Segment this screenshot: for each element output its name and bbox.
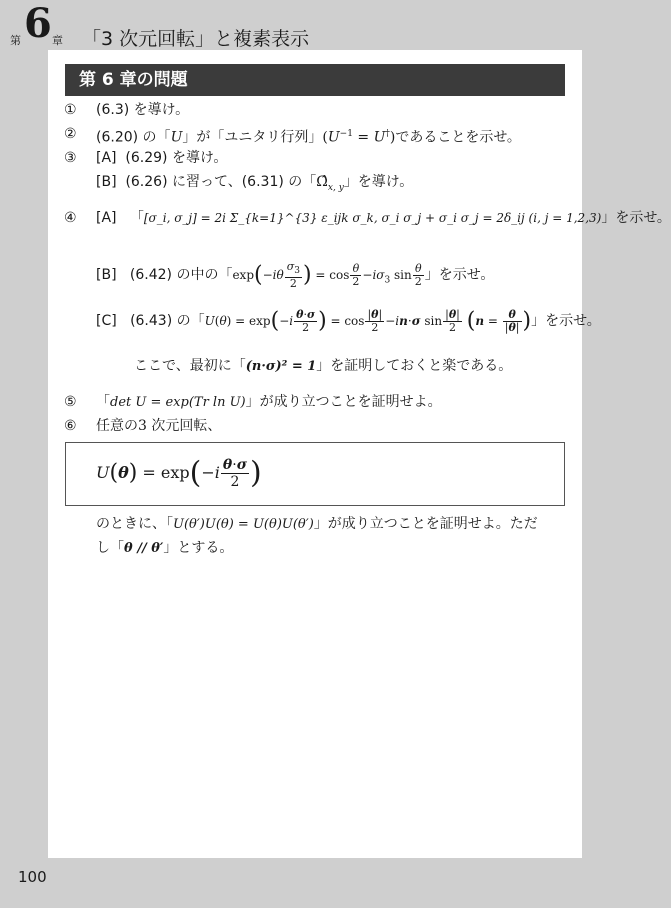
page-number: 100 bbox=[18, 868, 47, 886]
problem-2-number: ② bbox=[64, 126, 77, 142]
problem-2 bbox=[96, 124, 521, 148]
commutator-formula: [σ_i, σ_j] = 2i Σ_{k=1}^{3} ε_ijk σ_k, σ_i σ_j + σ_i σ_j = 2δ_ij (i, j = 1,2,3) bbox=[143, 211, 602, 225]
section-title: 第 6 章の問題 bbox=[65, 64, 565, 96]
problem-text: 」が成り立つことを証明せよ。ただ bbox=[313, 516, 538, 532]
sub-label: [B] bbox=[96, 174, 117, 190]
boxed-equation bbox=[65, 442, 565, 506]
problem-text: のときに、「 bbox=[96, 516, 173, 532]
sub-label: [A] bbox=[96, 210, 117, 226]
problem-text: 」とする。 bbox=[163, 540, 234, 556]
problem-text: 」を導け。 bbox=[343, 174, 414, 190]
problem-4c: [C] (6.43) の「U(θ) = exp(−i $\frac{\theta\cdot\sigma}{2}$ ) = cos $\frac{|\theta|}{2}$ −in·σ sin $\frac{|\theta|}{2}$ (n = $\frac{\theta}{|\theta|}$ )」を示せ。 bbox=[96, 308, 601, 334]
problem-1 bbox=[96, 100, 189, 120]
page-content bbox=[48, 50, 671, 858]
math-U: U bbox=[373, 129, 386, 146]
problem-6-after-line2 bbox=[96, 538, 233, 559]
math-sup: † bbox=[385, 129, 390, 139]
eq-ref: (6.31) bbox=[241, 174, 284, 190]
problem-3a bbox=[96, 148, 227, 168]
eq-ref: (6.26) bbox=[125, 174, 168, 190]
problem-text: の中の「 bbox=[172, 267, 233, 283]
math-omega: Ω̂ bbox=[316, 174, 328, 190]
problem-4a: [A] 「[σ_i, σ_j] = 2i Σ_{k=1}^{3} ε_ijk σ_k, σ_i σ_j + σ_i σ_j = 2δ_ij (i, j = 1,2,3)」を示せ。 bbox=[96, 210, 671, 226]
problem-text: 」を示せ。 bbox=[601, 210, 671, 226]
problem-text: 」を示せ。 bbox=[424, 267, 495, 283]
problem-5-number: ⑤ bbox=[64, 394, 77, 410]
math-U: U bbox=[170, 129, 183, 146]
problem-text: の「 bbox=[172, 313, 205, 329]
sub-label: [B] bbox=[96, 267, 117, 283]
sub-label: [C] bbox=[96, 313, 117, 329]
math-sub: x, y bbox=[327, 182, 344, 193]
problem-text: を導け。 bbox=[129, 102, 190, 118]
eq-ref: (6.42) bbox=[129, 267, 172, 283]
sub-label: [A] bbox=[96, 150, 117, 166]
eq-ref: (6.43) bbox=[130, 313, 173, 329]
eq-ref: (6.3) bbox=[96, 102, 130, 118]
problem-text: し「 bbox=[96, 540, 124, 556]
problem-text: 」を示せ。 bbox=[531, 313, 601, 329]
problem-text: の「 bbox=[138, 129, 171, 146]
chapter-suffix: 章 bbox=[52, 34, 63, 47]
problem-4b: [B] (6.42) の中の「exp(−iθ $\frac{\sigma_3}{2}$ ) = cos $\frac{\theta}{2}$ $-i\sigma_3$ sin $\frac{\theta}{2}$ 」を示せ。 bbox=[96, 259, 495, 291]
chapter-title: 「3 次元回転」と複素表示 bbox=[82, 28, 310, 50]
math-eq: = bbox=[352, 129, 374, 146]
problem-text: の「 bbox=[283, 174, 317, 190]
problem-6-after-line1 bbox=[96, 514, 538, 535]
problem-text: を導け。 bbox=[167, 150, 228, 166]
math-U: U bbox=[327, 129, 340, 146]
problem-4-number: ④ bbox=[64, 210, 77, 226]
note-text: 」を証明しておくと楽である。 bbox=[316, 358, 513, 374]
problem-4-note bbox=[134, 356, 512, 377]
problem-3b bbox=[96, 172, 413, 198]
parallel-formula: θ // θ′ bbox=[124, 541, 164, 556]
problem-text: 」が成り立つことを証明せよ。 bbox=[245, 394, 442, 410]
note-text: ここで、最初に「 bbox=[134, 358, 246, 374]
problem-6-intro: 任意の3 次元回転、 bbox=[96, 418, 222, 434]
problem-text: )であることを示せ。 bbox=[389, 129, 521, 146]
commute-formula: U(θ′)U(θ) = U(θ)U(θ′) bbox=[173, 517, 314, 532]
problem-text: 「 bbox=[96, 394, 110, 410]
eq-ref: (6.20) bbox=[96, 129, 139, 146]
chapter-number: 6 bbox=[24, 0, 52, 47]
boxed-formula: U(θ) = exp(−i $\frac{\theta\cdot\sigma}{2}$ ) bbox=[96, 455, 262, 491]
problem-text: 」が「ユニタリ行列」( bbox=[182, 129, 328, 146]
problem-3-number: ③ bbox=[64, 150, 77, 166]
math-sup: −1 bbox=[339, 129, 353, 139]
det-formula: det U = exp(Tr ln U) bbox=[110, 395, 246, 410]
problem-text: に習って、 bbox=[167, 174, 242, 190]
note-formula: (n·σ)² = 1 bbox=[245, 359, 317, 374]
problem-6-number: ⑥ bbox=[64, 418, 77, 434]
problem-1-number: ① bbox=[64, 102, 77, 118]
chapter-prefix: 第 bbox=[10, 34, 21, 47]
eq-ref: (6.29) bbox=[125, 150, 168, 166]
problem-5 bbox=[96, 392, 442, 413]
